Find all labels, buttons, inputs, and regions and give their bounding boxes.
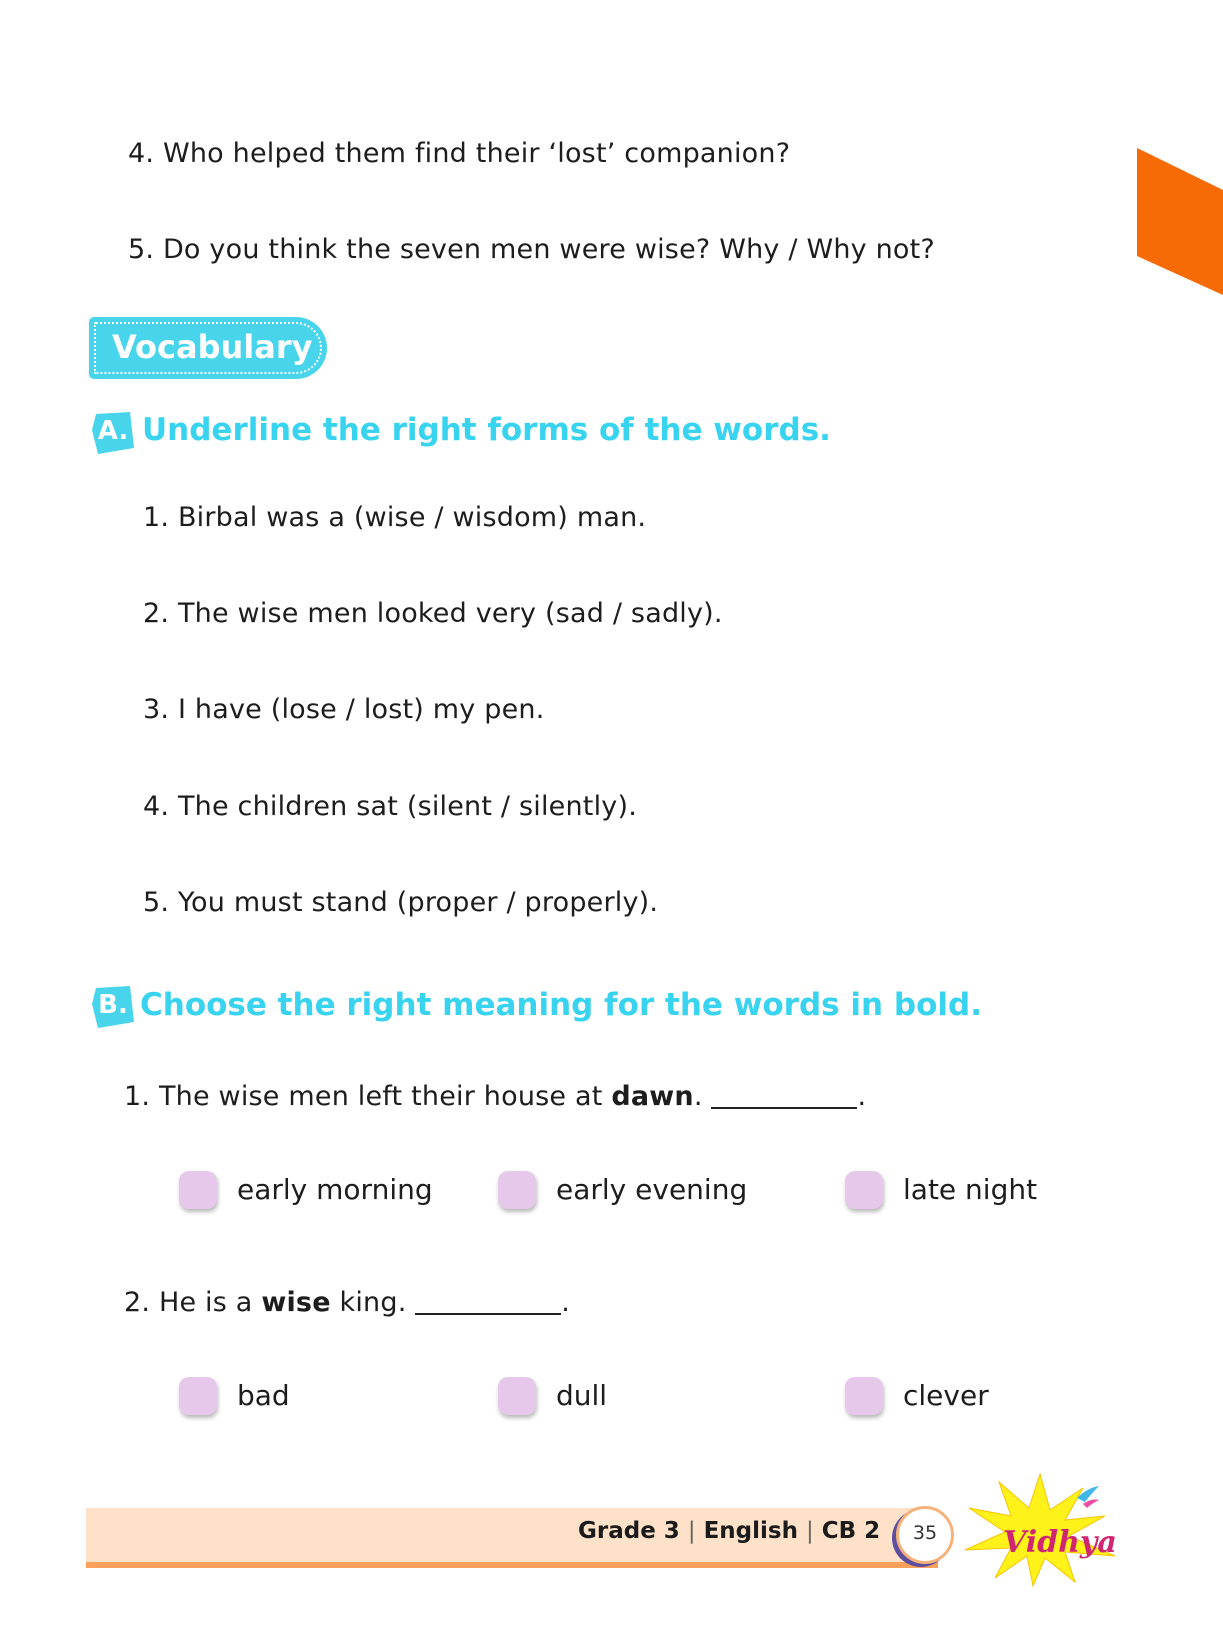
section-a-item-5: 5. You must stand (proper / properly). bbox=[143, 887, 659, 918]
page-number-badge bbox=[896, 1506, 954, 1564]
checkbox[interactable] bbox=[498, 1377, 536, 1415]
section-a-badge bbox=[90, 410, 136, 456]
section-b-badge bbox=[90, 984, 136, 1030]
vidhya-logo bbox=[955, 1470, 1125, 1590]
footer-subject: English bbox=[703, 1518, 798, 1544]
footer-separator: | bbox=[687, 1518, 696, 1544]
option-label: early evening bbox=[556, 1173, 748, 1206]
q2-answer-blank[interactable] bbox=[415, 1313, 561, 1315]
footer-info bbox=[578, 1518, 880, 1544]
vocabulary-banner bbox=[90, 318, 326, 378]
q1-bold-word: dawn bbox=[611, 1081, 694, 1112]
footer-separator: | bbox=[805, 1518, 814, 1544]
footer-grade: Grade 3 bbox=[578, 1518, 680, 1544]
checkbox[interactable] bbox=[179, 1171, 217, 1209]
option-label: dull bbox=[556, 1379, 608, 1412]
q2-bold-word: wise bbox=[261, 1287, 331, 1318]
section-a-heading: Underline the right forms of the words. bbox=[142, 412, 831, 448]
checkbox[interactable] bbox=[845, 1171, 883, 1209]
q2-text-end: king. bbox=[330, 1287, 407, 1318]
section-b-question-2 bbox=[124, 1287, 570, 1318]
checkbox[interactable] bbox=[179, 1377, 217, 1415]
vocabulary-label: Vocabulary bbox=[112, 328, 313, 366]
question-4: 4. Who helped them find their ‘lost’ companion? bbox=[128, 138, 791, 169]
checkbox[interactable] bbox=[498, 1171, 536, 1209]
q1-answer-blank[interactable] bbox=[711, 1107, 857, 1109]
section-a-item-1: 1. Birbal was a (wise / wisdom) man. bbox=[143, 502, 647, 533]
q1-text-end: . bbox=[693, 1081, 703, 1112]
logo-text: Vidhya bbox=[1003, 1525, 1117, 1560]
footer-book: CB 2 bbox=[821, 1518, 881, 1544]
q1-text: 1. The wise men left their house at bbox=[124, 1081, 612, 1112]
option-label: bad bbox=[237, 1379, 290, 1412]
option-label: late night bbox=[903, 1173, 1038, 1206]
section-b-letter: B. bbox=[98, 990, 128, 1020]
section-a-letter: A. bbox=[97, 416, 129, 446]
section-b-question-1 bbox=[124, 1081, 866, 1112]
section-a-item-4: 4. The children sat (silent / silently). bbox=[143, 791, 637, 822]
section-b-heading: Choose the right meaning for the words in bold. bbox=[140, 987, 982, 1023]
q1-period: . bbox=[857, 1081, 867, 1112]
page-number: 35 bbox=[912, 1522, 938, 1544]
corner-tab bbox=[1137, 148, 1223, 295]
section-a-item-2: 2. The wise men looked very (sad / sadly). bbox=[143, 598, 723, 629]
option-label: clever bbox=[903, 1379, 989, 1412]
question-5: 5. Do you think the seven men were wise? Why / Why not? bbox=[128, 234, 935, 265]
section-a-item-3: 3. I have (lose / lost) my pen. bbox=[143, 694, 545, 725]
q2-period: . bbox=[561, 1287, 571, 1318]
option-label: early morning bbox=[237, 1173, 433, 1206]
q2-text: 2. He is a bbox=[124, 1287, 262, 1318]
checkbox[interactable] bbox=[845, 1377, 883, 1415]
